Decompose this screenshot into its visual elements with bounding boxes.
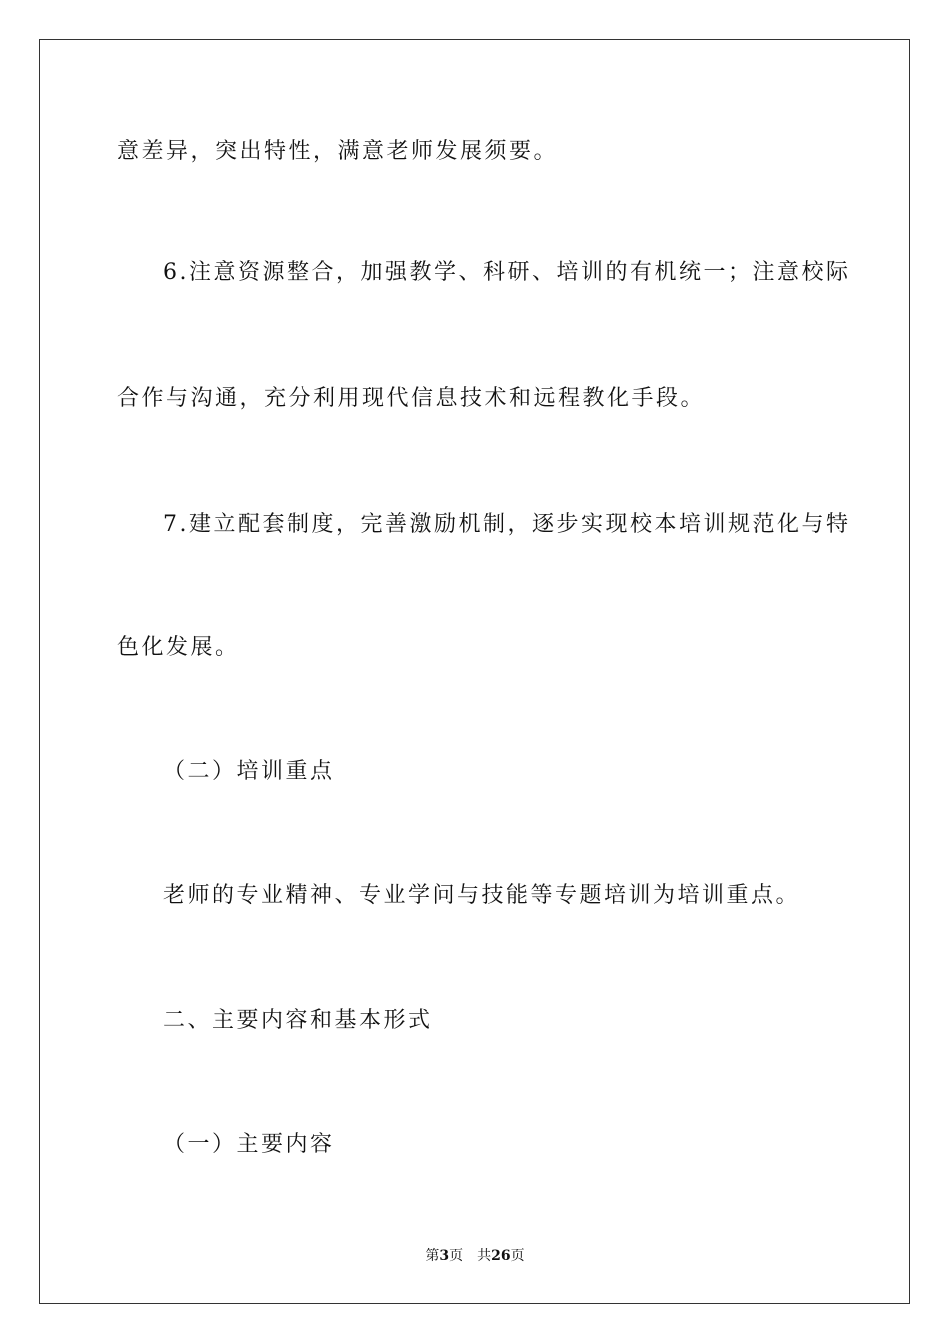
paragraph-line: 7.建立配套制度，完善激励机制，逐步实现校本培训规范化与特 [163, 512, 851, 537]
footer-total-prefix: 共 [477, 1248, 492, 1264]
footer-page-number: 3 [439, 1248, 450, 1264]
page-border [39, 39, 910, 1304]
paragraph-line: 意差异，突出特性，满意老师发展须要。 [117, 139, 559, 164]
footer-page-suffix: 页 [449, 1248, 464, 1264]
page-footer [0, 1246, 950, 1266]
paragraph-line: 合作与沟通，充分利用现代信息技术和远程教化手段。 [117, 386, 706, 411]
paragraph-line: 6.注意资源整合，加强教学、科研、培训的有机统一；注意校际 [163, 260, 851, 285]
section-heading: 二、主要内容和基本形式 [163, 1008, 433, 1033]
section-heading: （一）主要内容 [163, 1132, 335, 1157]
footer-total-pages: 26 [491, 1248, 511, 1264]
footer-total-suffix: 页 [510, 1248, 525, 1264]
section-heading: （二）培训重点 [163, 759, 335, 784]
paragraph-line: 老师的专业精神、专业学问与技能等专题培训为培训重点。 [163, 883, 801, 908]
paragraph-line: 色化发展。 [117, 635, 240, 660]
footer-page-prefix: 第 [425, 1248, 440, 1264]
